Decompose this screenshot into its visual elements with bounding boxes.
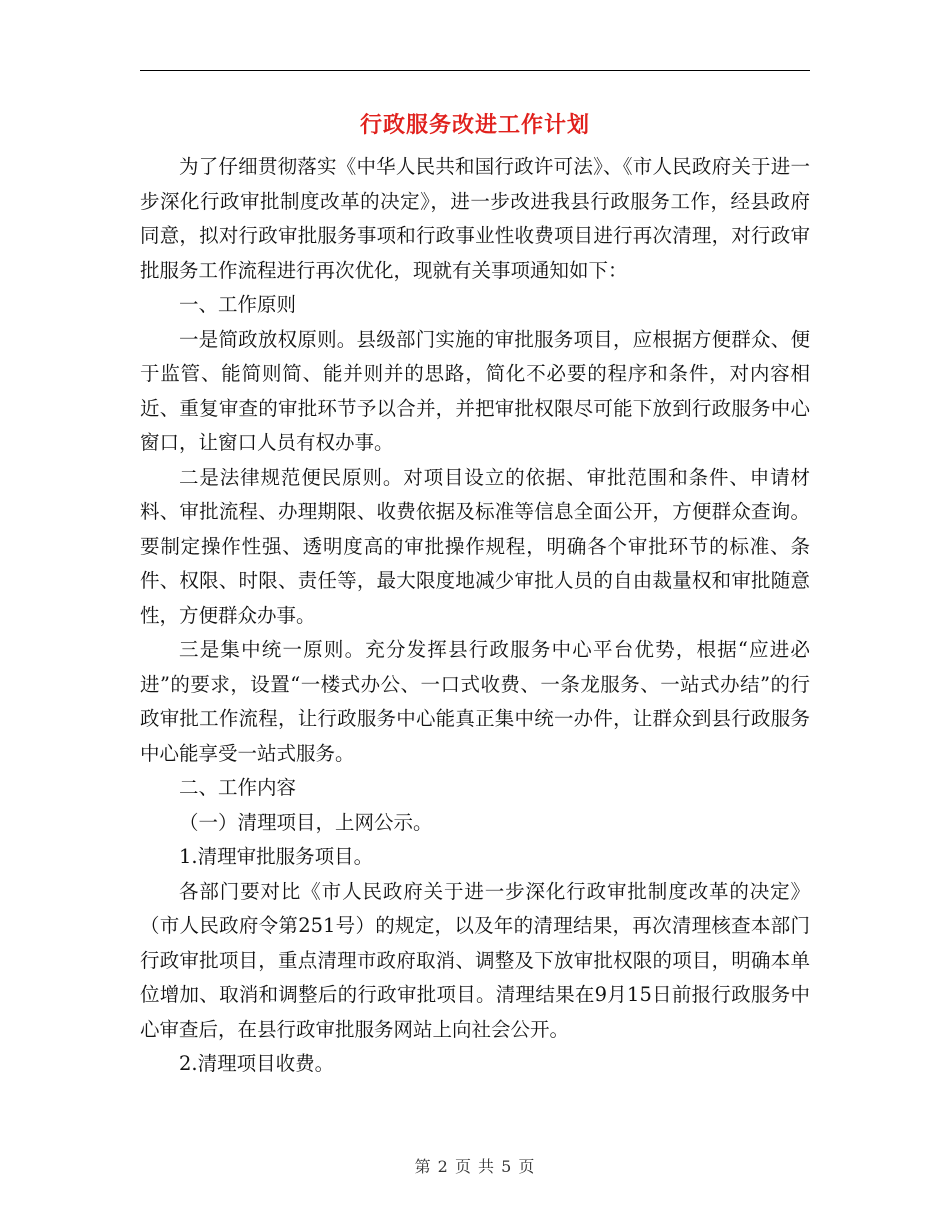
paragraph-intro: 为了仔细贯彻落实《中华人民共和国行政许可法》、《市人民政府关于进一步深化行政审批制度改革的决定》，进一步改进我县行政服务工作，经县政府同意，拟对行政审批服务事项和行政事业性收费项目进行再次清理，对行政审批服务工作流程进行再次优化，现就有关事项通知如下： bbox=[140, 155, 810, 282]
paragraph-principle-2: 二是法律规范便民原则。对项目设立的依据、审批范围和条件、申请材料、审批流程、办理期限、收费依据及标准等信息全面公开，方便群众查询。要制定操作性强、透明度高的审批操作规程，明确各个审批环节的标准、条件、权限、时限、责任等，最大限度地减少审批人员的自由裁量权和审批随意性，方便群众办事。 bbox=[140, 465, 810, 627]
paragraph-principle-1: 一是简政放权原则。县级部门实施的审批服务项目，应根据方便群众、便于监管、能简则简、能并则并的思路，简化不必要的程序和条件，对内容相近、重复审查的审批环节予以合并，并把审批权限尽可能下放到行政服务中心窗口，让窗口人员有权办事。 bbox=[140, 327, 810, 454]
header-rule bbox=[140, 70, 810, 71]
heading-work-content: 二、工作内容 bbox=[179, 776, 297, 799]
document-title: 行政服务改进工作计划 bbox=[359, 112, 590, 138]
subheading-clean-items: （一）清理项目，上网公示。 bbox=[179, 810, 433, 834]
paragraph-item-1: 各部门要对比《市人民政府关于进一步深化行政审批制度改革的决定》（市人民政府令第251号）的规定，以及年的清理结果，再次清理核查本部门行政审批项目，重点清理市政府取消、调整及下放审批权限的项目，明确本单位增加、取消和调整后的行政审批项目。清理结果在9月15日前报行政服务中心审查后，在县行政审批服务网站上向社会公开。 bbox=[140, 879, 810, 1041]
paragraph-principle-3: 三是集中统一原则。充分发挥县行政服务中心平台优势，根据“应进必进”的要求，设置“一楼式办公、一口式收费、一条龙服务、一站式办结”的行政审批工作流程，让行政服务中心能真正集中统一办件，让群众到县行政服务中心能享受一站式服务。 bbox=[140, 638, 810, 765]
document-body bbox=[140, 150, 810, 1082]
item-2-heading: 2.清理项目收费。 bbox=[179, 1052, 335, 1075]
item-1-heading: 1.清理审批服务项目。 bbox=[179, 845, 374, 868]
heading-work-principles: 一、工作原则 bbox=[179, 293, 297, 316]
page-number: 第 2 页 共 5 页 bbox=[414, 1157, 536, 1176]
